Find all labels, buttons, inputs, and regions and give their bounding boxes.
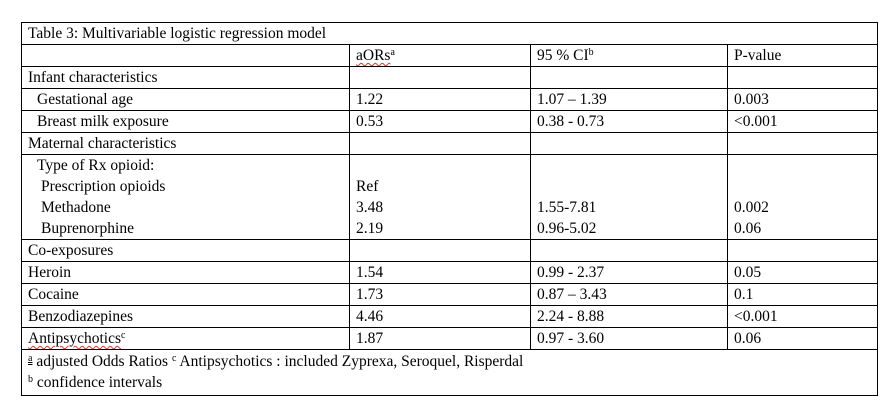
row-label: Cocaine (22, 284, 350, 306)
pvalue-cell: 0.06 (734, 220, 762, 237)
opioid-aor-cells (350, 155, 531, 240)
row-label: Gestational age (22, 89, 350, 111)
pvalue-cell: 0.1 (728, 284, 878, 306)
footnote-mark-b: b (28, 374, 33, 385)
pvalue-cell: 0.002 (734, 199, 769, 216)
section-maternal: Maternal characteristics (22, 133, 350, 155)
pvalue-cell: 0.05 (728, 262, 878, 284)
header-aor-label: aORs (356, 47, 391, 64)
table-row (22, 111, 878, 133)
aor-cell: 1.54 (350, 262, 531, 284)
row-label-sup: c (121, 330, 126, 341)
header-ci-label: 95 % CI (537, 47, 589, 64)
pvalue-cell: <0.001 (728, 306, 878, 328)
ci-cell: 0.87 – 3.43 (531, 284, 728, 306)
opioid-ci-cells (531, 155, 728, 240)
pvalue-cell: 0.06 (728, 328, 878, 350)
aor-cell: 1.73 (350, 284, 531, 306)
ci-cell: 1.07 – 1.39 (531, 89, 728, 111)
table-row (22, 89, 878, 111)
footnote-line-1 (28, 351, 871, 372)
footnote-line-2 (28, 372, 871, 393)
aor-cell: 4.46 (350, 306, 531, 328)
section-row (22, 67, 878, 89)
row-label: Heroin (22, 262, 350, 284)
footnotes (22, 350, 878, 396)
row-label-antipsychotics (22, 328, 350, 350)
ci-cell: 0.38 - 0.73 (531, 111, 728, 133)
pvalue-cell: <0.001 (728, 111, 878, 133)
table-header-row (22, 45, 878, 67)
aor-cell: 3.48 (356, 199, 384, 216)
table-row (22, 284, 878, 306)
ci-cell: 0.97 - 3.60 (531, 328, 728, 350)
ci-cell: 0.96-5.02 (537, 220, 597, 237)
table-row (22, 328, 878, 350)
table-row (22, 262, 878, 284)
section-row (22, 133, 878, 155)
footnote-mark-c: c (171, 353, 177, 364)
row-label: Type of Rx opioid: (37, 157, 155, 174)
footnote-mark-a: a (28, 353, 33, 364)
header-empty-cell (22, 45, 350, 67)
row-label: Breast milk exposure (22, 111, 350, 133)
section-row (22, 240, 878, 262)
ci-cell: 1.55-7.81 (537, 199, 597, 216)
row-label: Antipsychotics (28, 330, 121, 347)
aor-cell: 1.22 (350, 89, 531, 111)
pvalue-cell: 0.003 (728, 89, 878, 111)
header-ci-sup: b (588, 47, 594, 58)
ci-cell: 2.24 - 8.88 (531, 306, 728, 328)
table-row (22, 306, 878, 328)
footnote-row (22, 350, 878, 396)
regression-table (21, 22, 878, 396)
ci-cell: 0.99 - 2.37 (531, 262, 728, 284)
footnote-b-text: confidence intervals (33, 374, 163, 391)
aor-cell: 1.87 (350, 328, 531, 350)
row-label: Prescription opioids (41, 178, 166, 195)
regression-table-container (21, 22, 877, 396)
footnote-c-text: Antipsychotics : included Zyprexa, Seroquel, Risperdal (176, 353, 524, 370)
header-pvalue: P-value (728, 45, 878, 67)
aor-cell: Ref (356, 178, 379, 195)
table-caption: Table 3: Multivariable logistic regression model (22, 23, 878, 45)
opioid-labels (22, 155, 350, 240)
header-ci (531, 45, 728, 67)
row-label: Methadone (41, 199, 111, 216)
aor-cell: 0.53 (350, 111, 531, 133)
row-label: Buprenorphine (41, 220, 134, 237)
section-coexposures: Co-exposures (22, 240, 350, 262)
footnote-a-text: adjusted Odds Ratios (32, 353, 172, 370)
table-caption-row (22, 23, 878, 45)
aor-cell: 2.19 (356, 220, 384, 237)
header-aor-sup: a (390, 47, 395, 58)
table-row-opioid-group (22, 155, 878, 240)
header-aor (350, 45, 531, 67)
row-label: Benzodiazepines (22, 306, 350, 328)
opioid-pvalue-cells (728, 155, 878, 240)
section-infant: Infant characteristics (22, 67, 350, 89)
